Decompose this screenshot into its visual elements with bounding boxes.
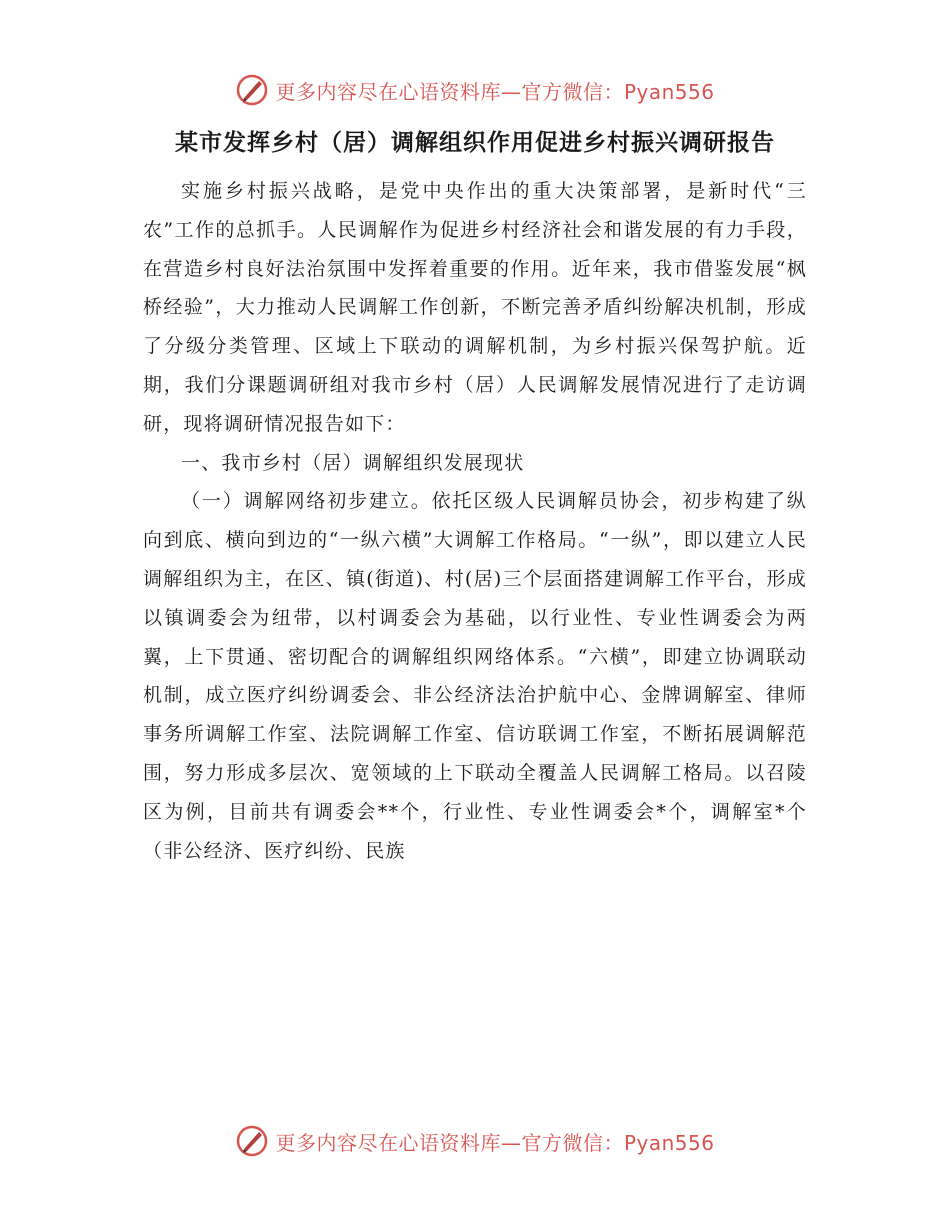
paragraph-section-1-1: （一）调解网络初步建立。依托区级人民调解员协会，初步构建了纵向到底、横向到边的“一纵六横”大调解工作格局。“一纵”，即以建立人民调解组织为主，在区、镇(街道)、村(居)三个层面搭建调解工作平台，形成以镇调委会为纽带，以村调委会为基础，以行业性、专业性调委会为两翼，上下贯通、密切配合的调解组织网络体系。“六横”，即建立协调联动机制，成立医疗纠纷调委会、非公经济法治护航中心、金牌调解室、律师事务所调解工作室、法院调解工作室、信访联调工作室，不断拓展调解范围，努力形成多层次、宽领域的上下联动全覆盖人民调解工格局。以召陵区为例，目前共有调委会**个，行业性、专业性调委会*个，调解室*个（非公经济、医疗纠纷、民族 [143,490,807,862]
footer-banner [0,1119,950,1163]
document-body [143,172,807,870]
document-title: 某市发挥乡村（居）调解组织作用促进乡村振兴调研报告 [175,129,775,156]
section-heading-1: 一、我市乡村（居）调解组织发展现状 [181,451,525,474]
quill-pen-logo-icon [235,1124,269,1158]
header-banner [0,68,950,112]
footer-banner-text: 更多内容尽在心语资料库—官方微信：Pyan556 [275,1130,715,1155]
quill-pen-logo-icon [235,73,269,107]
paragraph-intro: 实施乡村振兴战略，是党中央作出的重大决策部署，是新时代“三农”工作的总抓手。人民调解作为促进乡村经济社会和谐发展的有力手段，在营造乡村良好法治氛围中发挥着重要的作用。近年来，我市借鉴发展“枫桥经验”，大力推动人民调解工作创新，不断完善矛盾纠纷解决机制，形成了分级分类管理、区域上下联动的调解机制，为乡村振兴保驾护航。近期，我们分课题调研组对我市乡村（居）人民调解发展情况进行了走访调研，现将调研情况报告如下： [143,180,807,435]
header-banner-text: 更多内容尽在心语资料库—官方微信：Pyan556 [275,79,715,104]
